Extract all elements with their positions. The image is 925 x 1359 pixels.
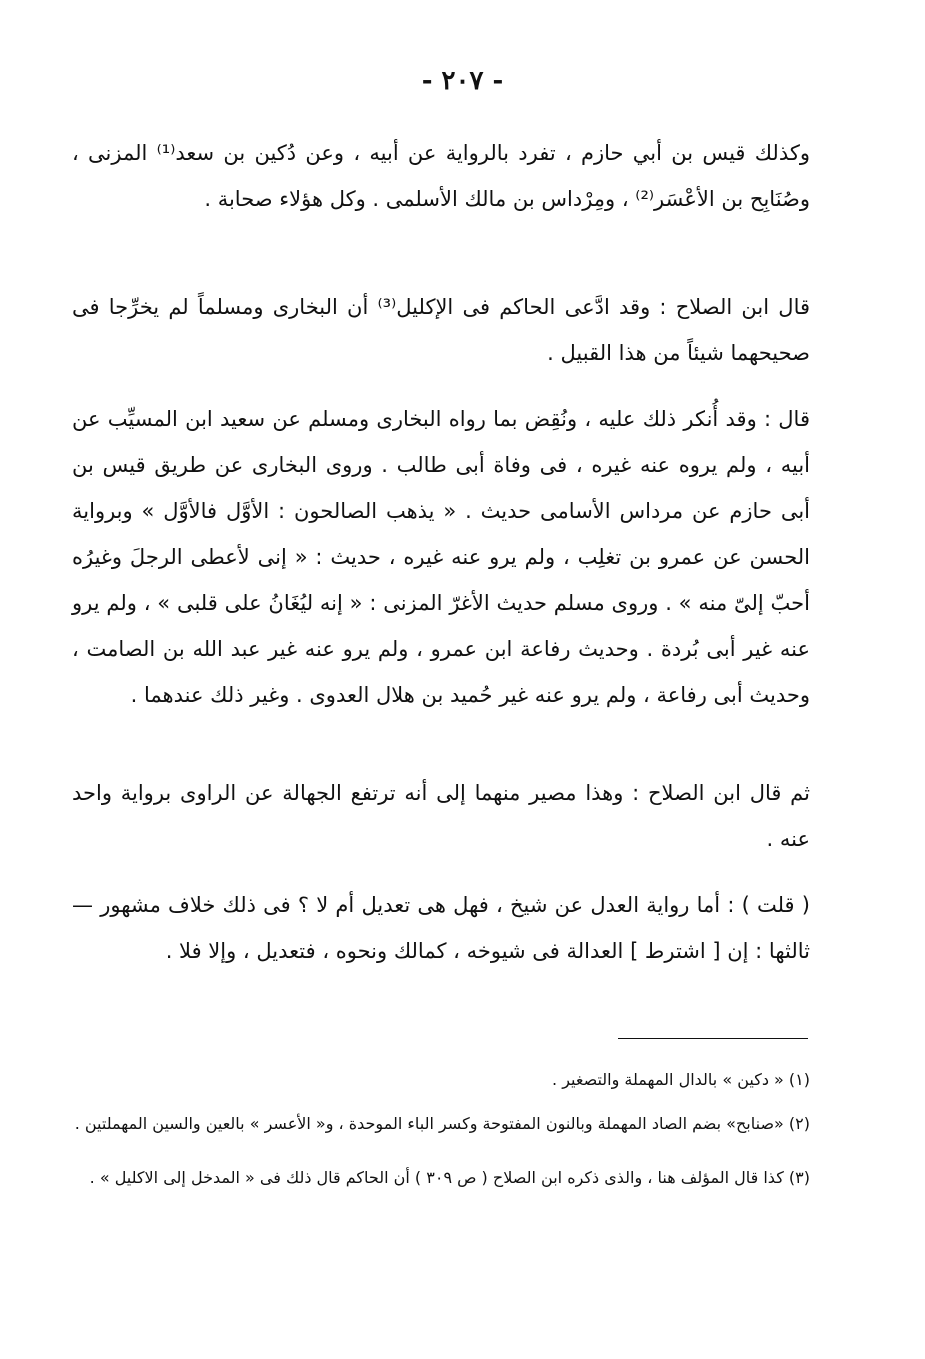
page-number: - ٢٠٧ -	[421, 66, 504, 96]
footnotes	[72, 1058, 810, 1200]
footnote-1: (١) « دكين » بالدال المهملة والتصغير .	[552, 1070, 810, 1089]
footnote-3: (٣) كذا قال المؤلف هنا ، والذى ذكره ابن الصلاح ( ص ٣٠٩ ) أن الحاكم قال ذلك فى « المدخل إلى الاكليل » .	[89, 1168, 810, 1187]
footnote-2: (٢) «صنابح» بضم الصاد المهملة وبالنون المفتوحة وكسر الباء الموحدة ، و« الأعسر » بالعين والسين المهملتين .	[74, 1114, 810, 1133]
paragraph-text: ( قلت ) : أما رواية العدل عن شيخ ، فهل هى تعديل أم لا ؟ فى ذلك خلاف مشهور — ثالثها : إن [ اشترط ] العدالة فى شيوخه ، كمالك ونحوه ، فتعديل ، وإلا فلا .	[72, 893, 810, 963]
paragraph-2	[72, 284, 810, 376]
paragraph-text: قال ابن الصلاح : وقد ادَّعى الحاكم فى الإكليل⁽³⁾ أن البخارى ومسلماً لم يخرِّجا فى صحيحهما شيئاً من هذا القبيل .	[72, 295, 811, 365]
paragraph-text: قال : وقد أُنكر ذلك عليه ، ونُقِض بما رواه البخارى ومسلم عن سعيد ابن المسيِّب عن أبيه ، ولم يروه عنه غيره ، فى وفاة أبى طالب . وروى البخارى عن طريق قيس بن أبى حازم عن مرداس الأسامى حديث . « يذهب الصالحون : الأوَّل فالأوَّل » وبرواية الحسن عن عمرو بن تغلِب ، ولم يرو عنه غيره ، حديث : « إنى لأعطى الرجلَ وغيرُه أحبّ إلىّ منه » . وروى مسلم حديث الأغرّ المزنى : « إنه ليُغَانُ على قلبى » ، ولم يرو عنه غير أبى بُردة . وحديث رفاعة ابن عمرو ، ولم يرو عنه غير عبد الله بن الصامت ، وحديث أبى رفاعة ، ولم يرو عنه غير حُميد بن هلال العدوى . وغير ذلك عندهما .	[72, 407, 810, 707]
paragraph-text: وكذلك قيس بن أبي حازم ، تفرد بالرواية عن أبيه ، وعن دُكين بن سعد⁽¹⁾ المزنى ، وصُنَابِح بن الأعْسَر⁽²⁾ ، ومِرْداس بن مالك الأسلمى . وكل هؤلاء صحابة .	[72, 141, 810, 211]
paragraph-5	[72, 882, 810, 974]
paragraph-3	[72, 396, 810, 718]
paragraph-4	[72, 770, 810, 862]
paragraph-1	[72, 130, 810, 222]
paragraph-text: ثم قال ابن الصلاح : وهذا مصير منهما إلى أنه ترتفع الجهالة عن الراوى برواية واحد عنه .	[72, 781, 810, 851]
footnote-divider	[618, 1038, 808, 1039]
